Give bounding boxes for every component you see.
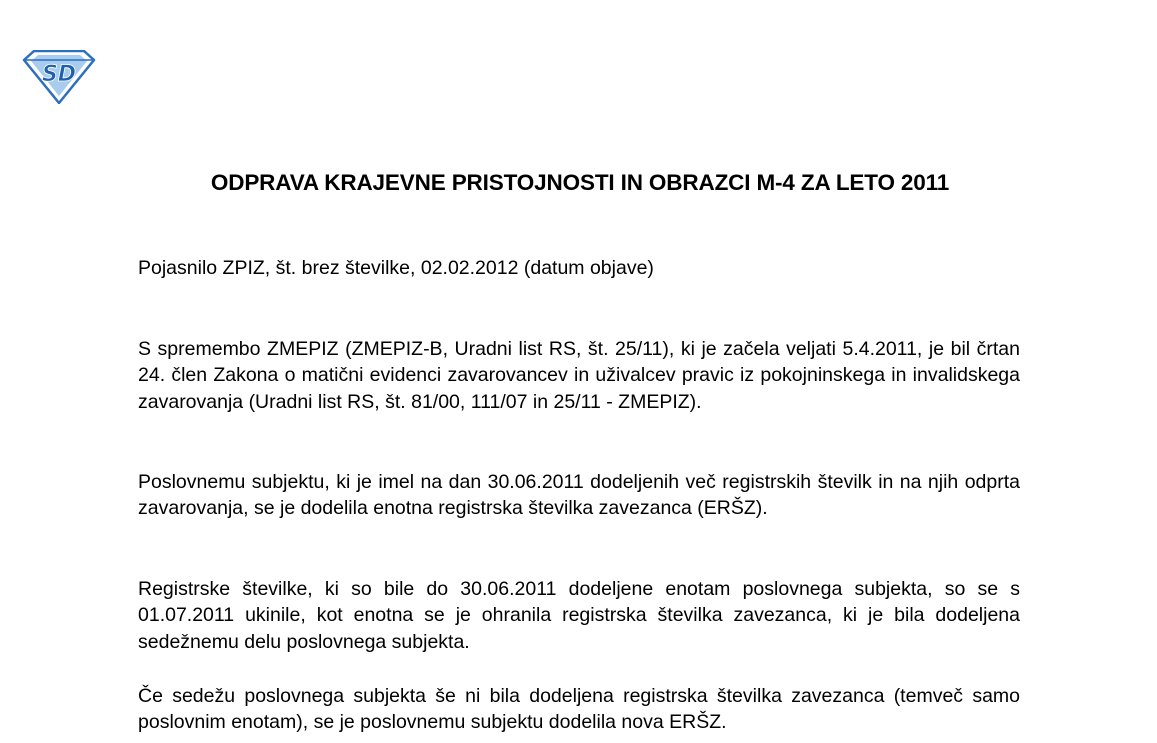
paragraph-4: Če sedežu poslovnega subjekta še ni bila dodeljena registrska številka zavezanca (temveč samo poslovnim enotam), se je poslovnemu subjektu dodelila nova ERŠZ.: [138, 685, 1020, 734]
paragraph-3: Registrske številke, ki so bile do 30.06.2011 dodeljene enotam poslovnega subjekta, so se s 01.07.2011 ukinile, kot enotna se je ohranila registrska številka zavezanca, ki je bila dodeljena sedežnemu delu poslovnega subjekta.: [138, 578, 1020, 653]
paragraph-1: S spremembo ZMEPIZ (ZMEPIZ-B, Uradni list RS, št. 25/11), ki je začela veljati 5.4.2011, je bil črtan 24. člen Zakona o matični evidenci zavarovancev in uživalcev pravic iz pokojninskega in invalidskega zavarovanja (Uradni list RS, št. 81/00, 111/07 in 25/11 - ZMEPIZ).: [138, 338, 1020, 413]
svg-text:SD: SD: [41, 62, 77, 87]
document-title: ODPRAVA KRAJEVNE PRISTOJNOSTI IN OBRAZCI M-4 ZA LETO 2011: [210, 170, 950, 195]
document-source-line: Pojasnilo ZPIZ, št. brez številke, 02.02.2012 (datum objave): [138, 257, 654, 279]
sd-shield-logo-icon: [22, 50, 96, 104]
paragraph-2: Poslovnemu subjektu, ki je imel na dan 30.06.2011 dodeljenih več registrskih številk in na njih odprta zavarovanja, se je dodelila enotna registrska številka zavezanca (ERŠZ).: [138, 471, 1020, 520]
